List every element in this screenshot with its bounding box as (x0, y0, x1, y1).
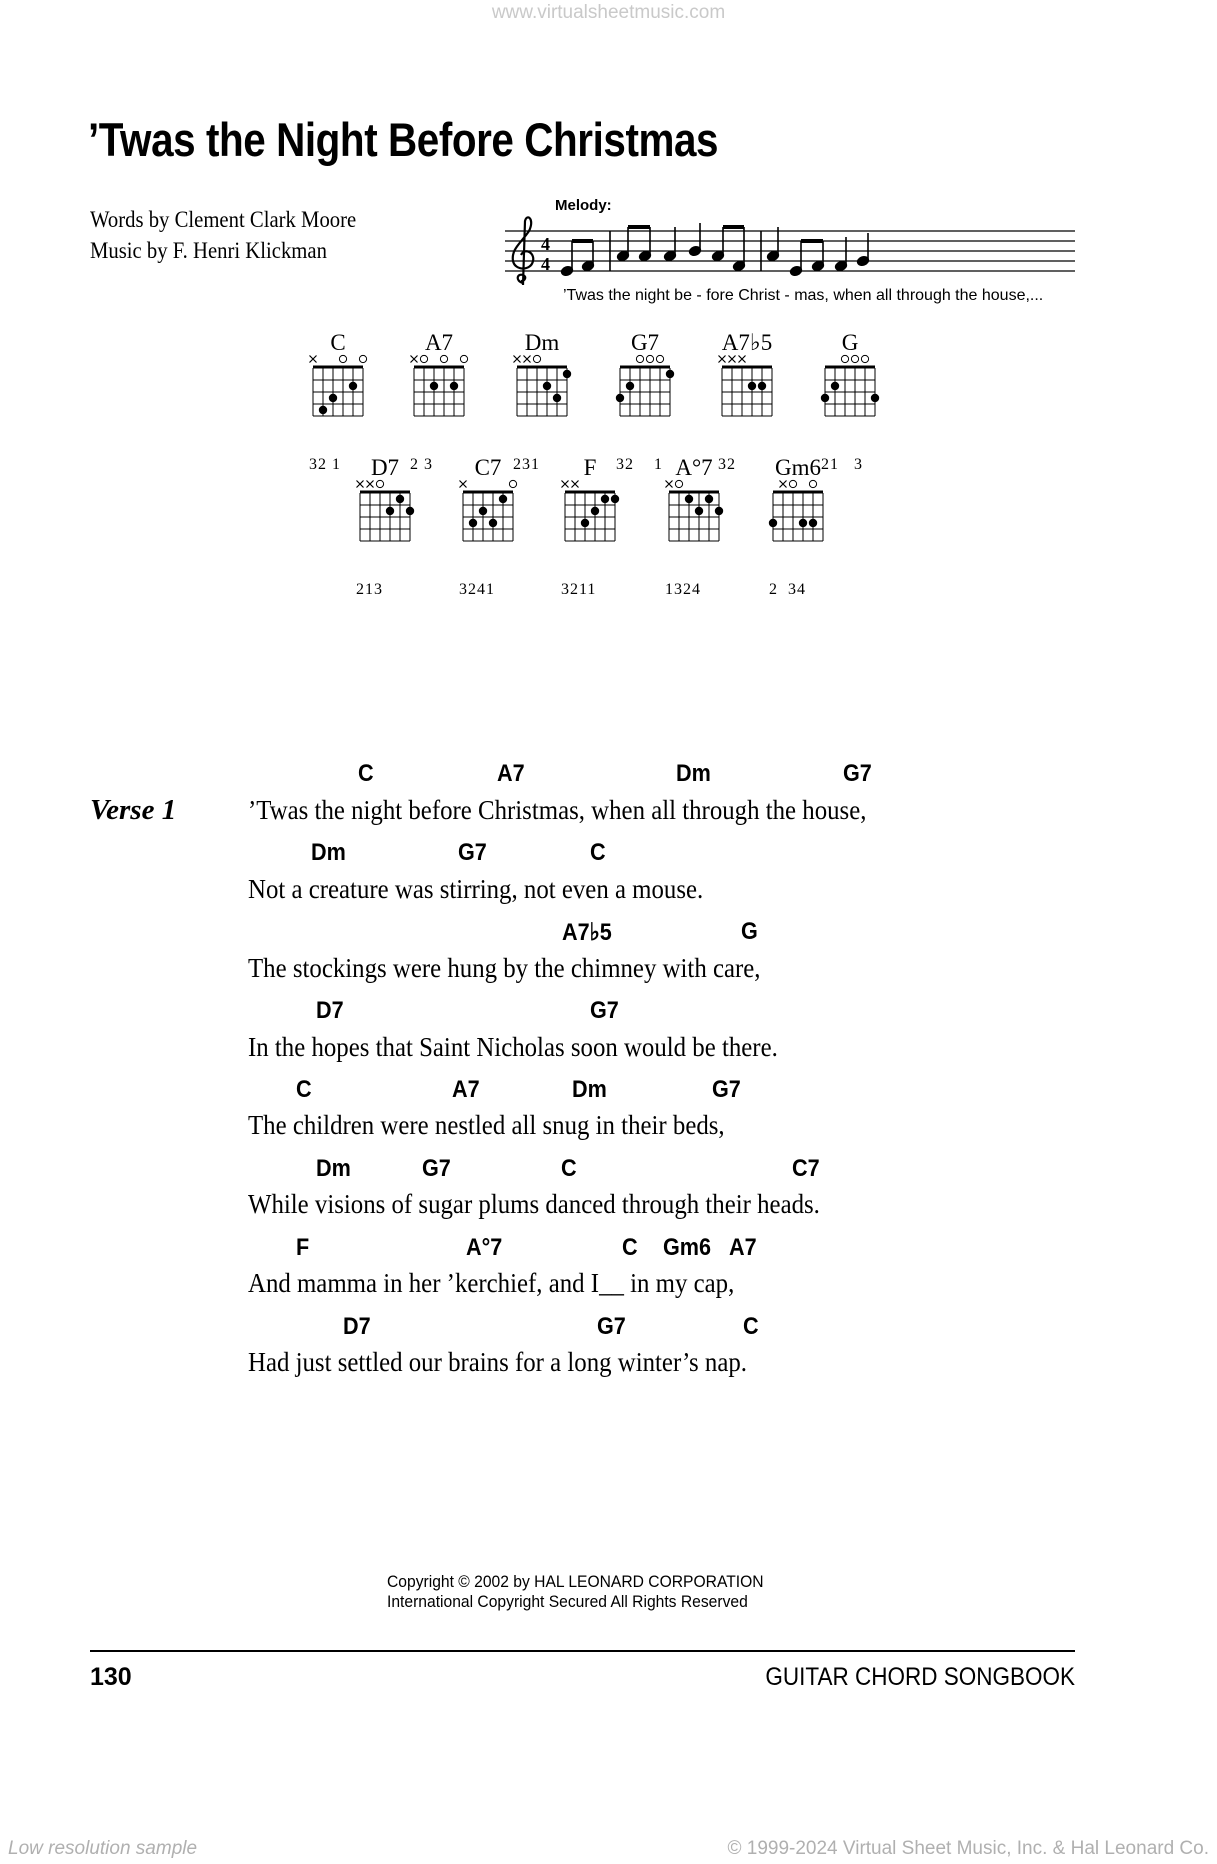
muted-string-icon (780, 481, 787, 488)
lyric-line: ’Twas the night before Christmas, when all through the house, (248, 795, 867, 825)
chord-symbol: Dm (316, 1155, 351, 1182)
chord-diagram-name-A7: A°7 (675, 455, 713, 480)
chord-symbol: Dm (676, 760, 711, 787)
finger-dot (799, 519, 807, 527)
chord-diagram-name-G: G (841, 330, 859, 355)
muted-string-icon (562, 481, 569, 488)
open-string-icon (851, 355, 858, 362)
chord-diagram-G7 (614, 352, 676, 422)
lyricist-credit: Words by Clement Clark Moore (90, 207, 357, 232)
chord-fingering: 32 (718, 456, 736, 473)
chord-symbol: D7 (316, 997, 344, 1024)
chord-symbol: D7 (343, 1313, 371, 1340)
open-string-icon (359, 355, 366, 362)
muted-string-icon (460, 481, 467, 488)
finger-dot (695, 507, 703, 515)
chord-diagram-name-Dm: Dm (524, 330, 560, 355)
chord-symbol: G7 (843, 760, 872, 787)
open-string-icon (376, 480, 383, 487)
lyric-line: The children were nestled all snug in their beds, (248, 1110, 725, 1140)
chord-symbol: Dm (311, 839, 346, 866)
finger-dot (386, 507, 394, 515)
composer-credit: Music by F. Henri Klickman (90, 238, 327, 263)
finger-dot (626, 382, 634, 390)
muted-string-icon (524, 356, 531, 363)
lyric-line: Had just settled our brains for a long winter’s nap. (248, 1347, 747, 1377)
finger-dot (499, 495, 507, 503)
chord-symbol: C (358, 760, 374, 787)
open-string-icon (339, 355, 346, 362)
chord-symbol: C (296, 1076, 312, 1103)
open-string-icon (646, 355, 653, 362)
finger-dot (543, 382, 551, 390)
chord-diagram-A75 (716, 352, 778, 422)
finger-dot (758, 382, 766, 390)
chord-diagram-name-A75: A7♭5 (721, 330, 773, 355)
chord-diagram-F (559, 477, 621, 547)
verse-label: Verse 1 (90, 794, 177, 826)
chord-fingering: 21 3 (821, 456, 863, 473)
open-string-icon (533, 355, 540, 362)
finger-dot (821, 394, 829, 402)
lyric-line: Not a creature was stirring, not even a mouse. (248, 874, 704, 904)
chord-symbol: A°7 (466, 1234, 503, 1261)
open-string-icon (809, 480, 816, 487)
finger-dot (705, 495, 713, 503)
finger-dot (349, 382, 357, 390)
copyright-line-1: Copyright © 2002 by HAL LEONARD CORPORATION (387, 1572, 764, 1591)
finger-dot (396, 495, 404, 503)
copyright-line-2: International Copyright Secured All Rights Reserved (387, 1592, 748, 1611)
chord-diagram-A7 (408, 352, 470, 422)
finger-dot (666, 370, 674, 378)
lyric-line: The stockings were hung by the chimney with care, (248, 953, 761, 983)
finger-dot (591, 507, 599, 515)
chord-fingering: 32 1 (616, 456, 663, 473)
lyric-line: In the hopes that Saint Nicholas soon would be there. (248, 1032, 778, 1062)
time-signature-top: 4 (541, 234, 550, 254)
muted-string-icon (367, 481, 374, 488)
finger-dot (469, 519, 477, 527)
time-signature-bottom: 4 (541, 254, 550, 274)
open-string-icon (509, 480, 516, 487)
chord-diagram-C7 (457, 477, 519, 547)
finger-dot (748, 382, 756, 390)
open-string-icon (460, 355, 467, 362)
finger-dot (871, 394, 879, 402)
footer-rule (90, 1650, 1075, 1652)
chord-fingering: 213 (356, 581, 383, 598)
chord-symbol: G7 (712, 1076, 741, 1103)
open-string-icon (789, 480, 796, 487)
lyric-line: And mamma in her ’kerchief, and I__ in my cap, (248, 1268, 735, 1298)
finger-dot (406, 507, 414, 515)
chord-diagram-C (307, 352, 369, 422)
chord-diagram-name-D7: D7 (370, 455, 400, 480)
finger-dot (553, 394, 561, 402)
finger-dot (563, 370, 571, 378)
chord-diagram-name-Gm6: Gm6 (775, 455, 821, 480)
muted-string-icon (514, 356, 521, 363)
watermark-bottom-right: © 1999-2024 Virtual Sheet Music, Inc. & Hal Leonard Co. (727, 1838, 1209, 1859)
chord-diagram-name-G7: G7 (630, 330, 660, 355)
lyric-line: While visions of sugar plums danced through their heads. (248, 1189, 820, 1219)
finger-dot (831, 382, 839, 390)
finger-dot (329, 394, 337, 402)
muted-string-icon (572, 481, 579, 488)
chord-symbol: C (743, 1313, 759, 1340)
chord-symbol: G (741, 918, 758, 945)
muted-string-icon (357, 481, 364, 488)
chord-symbol: Gm6 (663, 1234, 712, 1261)
chord-diagram-A7 (663, 477, 725, 547)
finger-dot (715, 507, 723, 515)
chord-symbol: G7 (597, 1313, 626, 1340)
finger-dot (489, 519, 497, 527)
chord-fingering: 3241 (459, 581, 495, 598)
chord-symbol: Dm (572, 1076, 607, 1103)
muted-string-icon (739, 356, 746, 363)
finger-dot (319, 406, 327, 414)
chord-symbol: A7♭5 (562, 919, 612, 946)
finger-dot (479, 507, 487, 515)
chord-diagram-G (819, 352, 881, 422)
finger-dot (581, 519, 589, 527)
muted-string-icon (310, 356, 317, 363)
chord-symbol: G7 (422, 1155, 451, 1182)
muted-string-icon (719, 356, 726, 363)
chord-fingering: 2 3 (410, 456, 433, 473)
chord-diagram-name-A7: A7 (424, 330, 454, 355)
finger-dot (685, 495, 693, 503)
chord-fingering: 32 1 (309, 456, 341, 473)
chord-fingering: 2 34 (769, 581, 806, 598)
chord-diagram-name-C: C (330, 330, 346, 355)
muted-string-icon (411, 356, 418, 363)
watermark-bottom-left: Low resolution sample (8, 1838, 198, 1859)
open-string-icon (420, 355, 427, 362)
open-string-icon (841, 355, 848, 362)
open-string-icon (861, 355, 868, 362)
finger-dot (601, 495, 609, 503)
chord-symbol: G7 (590, 997, 619, 1024)
chord-symbol: A7 (729, 1234, 757, 1261)
chord-diagram-name-C7: C7 (474, 455, 502, 480)
melody-label: Melody: (555, 197, 612, 214)
open-string-icon (636, 355, 643, 362)
open-string-icon (440, 355, 447, 362)
chord-symbol: F (296, 1234, 310, 1261)
page-number: 130 (90, 1663, 132, 1691)
chord-symbol: A7 (497, 760, 525, 787)
open-string-icon (675, 480, 682, 487)
watermark-top: www.virtualsheetmusic.com (491, 2, 726, 23)
finger-dot (450, 382, 458, 390)
chord-fingering: 231 (513, 456, 540, 473)
finger-dot (769, 519, 777, 527)
melody-staff (505, 215, 1075, 290)
chord-symbol: C (622, 1234, 638, 1261)
finger-dot (611, 495, 619, 503)
chord-symbol: C7 (792, 1155, 820, 1182)
finger-dot (616, 394, 624, 402)
muted-string-icon (729, 356, 736, 363)
chord-symbol: A7 (452, 1076, 480, 1103)
song-title: ’Twas the Night Before Christmas (88, 113, 719, 166)
chord-symbol: C (590, 839, 606, 866)
book-title: GUITAR CHORD SONGBOOK (765, 1663, 1075, 1691)
chord-symbol: C (561, 1155, 577, 1182)
chord-diagram-D7 (354, 477, 416, 547)
chord-diagram-Dm (511, 352, 573, 422)
chord-fingering: 3211 (561, 581, 597, 598)
finger-dot (809, 519, 817, 527)
muted-string-icon (666, 481, 673, 488)
chord-fingering: 1324 (665, 581, 701, 598)
melody-lyric: ’Twas the night be - fore Christ - mas, when all through the house,... (563, 287, 1044, 304)
chord-diagram-Gm6 (767, 477, 829, 547)
chord-diagram-name-F: F (583, 455, 597, 480)
finger-dot (430, 382, 438, 390)
open-string-icon (656, 355, 663, 362)
chord-symbol: G7 (458, 839, 487, 866)
